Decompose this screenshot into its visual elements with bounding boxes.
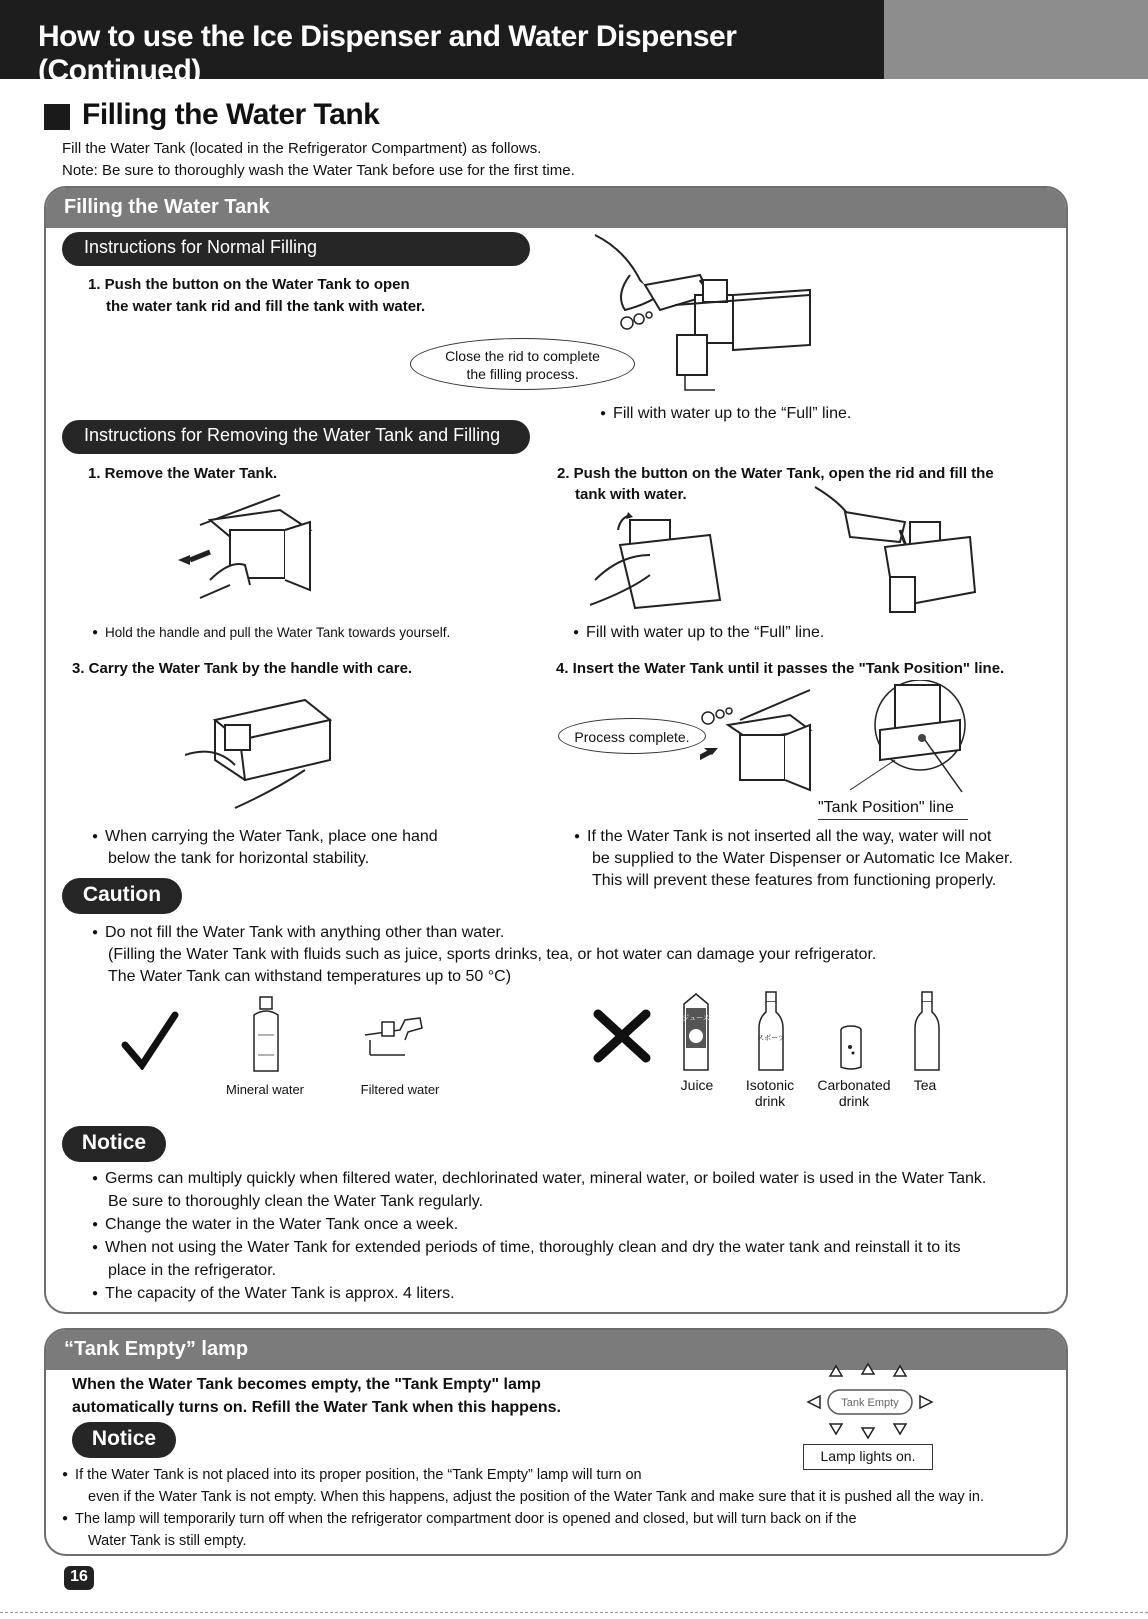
- ng-item-isotonic: Isotonic drink: [745, 1077, 795, 1109]
- caution-label: Caution: [62, 878, 182, 914]
- footer-dashed-line: [0, 1612, 1148, 1613]
- remove-step4-note-line2: be supplied to the Water Dispenser or Automatic Ice Maker.: [592, 850, 1013, 867]
- tea-bottle-icon: [912, 990, 942, 1072]
- remove-step4-note-line3: This will prevent these features from functioning properly.: [592, 872, 997, 889]
- lamp-bullet2-line2: Water Tank is still empty.: [88, 1533, 247, 1549]
- ng-item-juice: Juice: [680, 1077, 714, 1093]
- removing-pill: Instructions for Removing the Water Tank and Filling: [62, 420, 530, 454]
- section-square-icon: [44, 104, 70, 130]
- remove-step1: 1. Remove the Water Tank.: [88, 465, 278, 482]
- notice-bullet3-line2: place in the refrigerator.: [108, 1262, 277, 1279]
- lamp-lead-line1: When the Water Tank becomes empty, the "Tank Empty" lamp: [72, 1376, 541, 1393]
- remove-step2-note: ● Fill with water up to the “Full” line.: [573, 623, 824, 644]
- tank-empty-title: “Tank Empty” lamp: [46, 1330, 1066, 1370]
- notice-bullet4: ● The capacity of the Water Tank is approx. 4 liters.: [92, 1283, 455, 1307]
- soda-can-icon: [838, 1025, 864, 1071]
- sports-bottle-text: スポーツ: [757, 1034, 785, 1042]
- remove-step1-note: ● Hold the handle and pull the Water Tank towards yourself.: [92, 623, 450, 644]
- filling-panel-title: Filling the Water Tank: [46, 188, 1066, 228]
- remove-step2-line1: 2. Push the button on the Water Tank, open the rid and fill the: [557, 465, 994, 482]
- lamp-notice-label: Notice: [72, 1422, 176, 1458]
- faucet-filter-icon: [360, 1010, 430, 1060]
- remove-step3-note-line2: below the tank for horizontal stability.: [108, 850, 370, 867]
- carry-tank-illustration: [185, 690, 345, 810]
- remove-step4-note-line1: ● If the Water Tank is not inserted all the way, water will not: [574, 826, 991, 850]
- tank-position-line-label: "Tank Position" line: [818, 797, 968, 820]
- bubble-line2: the filling process.: [466, 366, 579, 382]
- notice-bullet3-line1: ● When not using the Water Tank for extended periods of time, thoroughly clean and dry the water tank and reinstall it to its: [92, 1237, 961, 1261]
- lamp-caption: Lamp lights on.: [803, 1444, 933, 1470]
- open-lid-illustration: [590, 500, 730, 615]
- remove-step2-line2: tank with water.: [575, 486, 687, 503]
- pour-water-illustration: [585, 225, 815, 400]
- remove-tank-illustration: [170, 490, 330, 605]
- lamp-lead-line2: automatically turns on. Refill the Water Tank when this happens.: [72, 1399, 561, 1416]
- normal-full-line-note: ● Fill with water up to the “Full” line.: [600, 403, 851, 427]
- ok-item-filtered-water: Filtered water: [360, 1082, 440, 1097]
- check-mark-icon: [120, 1010, 180, 1070]
- refill-pour-illustration: [810, 482, 980, 622]
- normal-step1-line1: 1. Push the button on the Water Tank to open: [88, 276, 410, 293]
- notice-bullet1-line1: ● Germs can multiply quickly when filtered water, dechlorinated water, mineral water, or boiled water is used in the Water Tank.: [92, 1168, 986, 1192]
- tank-empty-lamp-icon: [800, 1362, 940, 1442]
- remove-step3: 3. Carry the Water Tank by the handle with care.: [72, 660, 413, 677]
- mineral-water-bottle-icon: [248, 995, 284, 1075]
- intro-line-1: Fill the Water Tank (located in the Refrigerator Compartment) as follows.: [62, 140, 542, 157]
- section-title: Filling the Water Tank: [82, 98, 380, 131]
- notice-label: Notice: [62, 1126, 166, 1162]
- remove-step3-note-line1: ● When carrying the Water Tank, place one hand: [92, 826, 438, 850]
- lamp-bullet1-line1: ● If the Water Tank is not placed into its proper position, the “Tank Empty” lamp will turn on: [62, 1466, 642, 1486]
- tank-empty-lamp-text: Tank Empty: [841, 1397, 899, 1409]
- juice-pack-icon: [678, 992, 714, 1072]
- caution-line1: ● Do not fill the Water Tank with anything other than water.: [92, 922, 504, 946]
- normal-filling-pill: Instructions for Normal Filling: [62, 232, 530, 266]
- page-header-title: How to use the Ice Dispenser and Water Dispenser (Continued): [0, 0, 884, 79]
- insert-tank-illustration: [700, 680, 990, 810]
- caution-line3: The Water Tank can withstand temperatures up to 50 °C): [108, 968, 512, 985]
- caution-line2: (Filling the Water Tank with fluids such as juice, sports drinks, tea, or hot water can damage your refrigerator.: [108, 946, 877, 963]
- lamp-bullet2-line1: ● The lamp will temporarily turn off when the refrigerator compartment door is opened and closed, but will turn back on if the: [62, 1510, 857, 1530]
- sports-drink-bottle-icon: [756, 990, 786, 1072]
- header-gray-block: [884, 0, 1148, 79]
- juice-pack-text: ジュース: [682, 1014, 710, 1022]
- bubble-line1: Close the rid to complete: [445, 348, 600, 364]
- lamp-bullet1-line2: even if the Water Tank is not empty. When this happens, adjust the position of the Water Tank and make sure that it is pushed all the way in.: [88, 1489, 984, 1505]
- normal-step1-line2: the water tank rid and fill the tank with water.: [106, 298, 426, 315]
- notice-bullet2: ● Change the water in the Water Tank once a week.: [92, 1214, 458, 1238]
- ok-item-mineral-water: Mineral water: [225, 1082, 305, 1097]
- intro-line-2: Note: Be sure to thoroughly wash the Water Tank before use for the first time.: [62, 162, 575, 179]
- ng-item-carbonated: Carbonated drink: [817, 1077, 891, 1109]
- notice-bullet1-line2: Be sure to thoroughly clean the Water Tank regularly.: [108, 1193, 484, 1210]
- ng-item-tea: Tea: [913, 1077, 937, 1093]
- cross-mark-icon: [592, 1008, 652, 1064]
- remove-step4: 4. Insert the Water Tank until it passes the "Tank Position" line.: [556, 660, 1005, 677]
- process-complete-bubble: Process complete.: [558, 718, 706, 754]
- page-number: 16: [64, 1566, 94, 1590]
